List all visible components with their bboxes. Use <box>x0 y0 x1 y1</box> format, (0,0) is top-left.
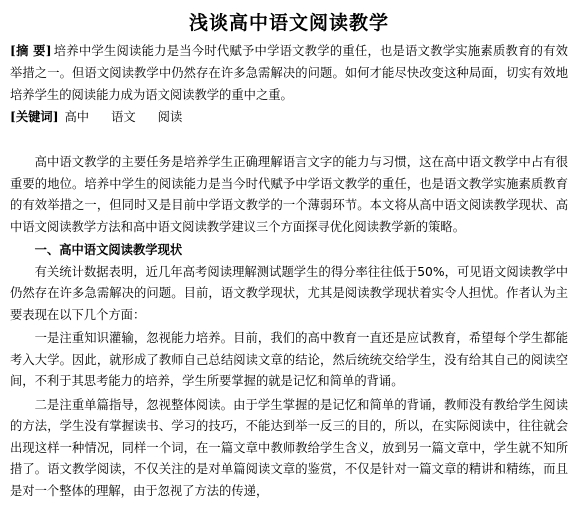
point-one-paragraph: 一是注重知识灌输，忽视能力培养。目前，我们的高中教育一直还是应试教育，希望每个学生都能考入大学。因此，就形成了教师自己总结阅读文章的结论，然后统统交给学生，没有给其自己的阅读空间，不利于其思考能力的培养，学生所要掌握的就是记忆和简单的背诵。 <box>10 331 568 388</box>
document-title: 浅谈高中语文阅读教学 <box>188 12 389 34</box>
abstract-section <box>10 40 568 106</box>
point-two-paragraph: 二是注重单篇指导，忽视整体阅读。由于学生掌握的是记忆和简单的背诵，教师没有教给学生阅读的方法，学生没有掌握读书、学习的技巧，不能达到举一反三的目的，所以，在实际阅读中，往往就会出现这样一种情况，同样一个词，在一篇文章中教师教给学生含义，放到另一篇文章中，学生就不知所措了。语文教学阅读，不仅关注的是对单篇阅读文章的鉴赏，不仅是针对一篇文章的精讲和精练，而且是对一个整体的理解，由于忽视了方法的传递， <box>10 397 568 498</box>
keyword-item: 阅读 <box>157 110 183 124</box>
section-heading: 一、高中语文阅读教学现状 <box>34 243 183 257</box>
intro-paragraph: 高中语文教学的主要任务是培养学生正确理解语言文字的能力与习惯，这在高中语文教学中占有很重要的地位。培养中学生的阅读能力是当今时代赋予中学语文教学的重任，也是语文教学实施素质教育的有效举措之一，但同时又是目前中学语文教学的一个薄弱环节。本文将从高中语文阅读教学现状、高中语文阅读教学方法和高中语文阅读教学建议三个方面探寻优化阅读教学新的策略。 <box>10 155 568 234</box>
abstract-tag: [摘 要] <box>10 43 52 58</box>
keyword-item: 语文 <box>111 110 136 124</box>
abstract-text: 培养中学生阅读能力是当今时代赋予中学语文教学的重任，也是语文教学实施素质教育的有效举措之一。但语文阅读教学中仍然存在许多急需解决的问题。如何才能尽快改变这种局面，切实有效地培养学生的阅读能力成为语文阅读教学的重中之重。 <box>10 44 568 102</box>
keyword-item: 高中 <box>64 110 90 124</box>
keywords-section <box>10 106 568 128</box>
article-body <box>10 152 568 504</box>
keywords-tag: [关键词] <box>10 109 59 124</box>
status-paragraph: 有关统计数据表明，近几年高考阅读理解测试题学生的得分率往往低于50%，可见语文阅读教学中仍然存在许多急需解决的问题。目前，语文教学现状，尤其是阅读教学现状着实令人担忧。作者认为主要表现在以下几个方面： <box>10 264 568 322</box>
